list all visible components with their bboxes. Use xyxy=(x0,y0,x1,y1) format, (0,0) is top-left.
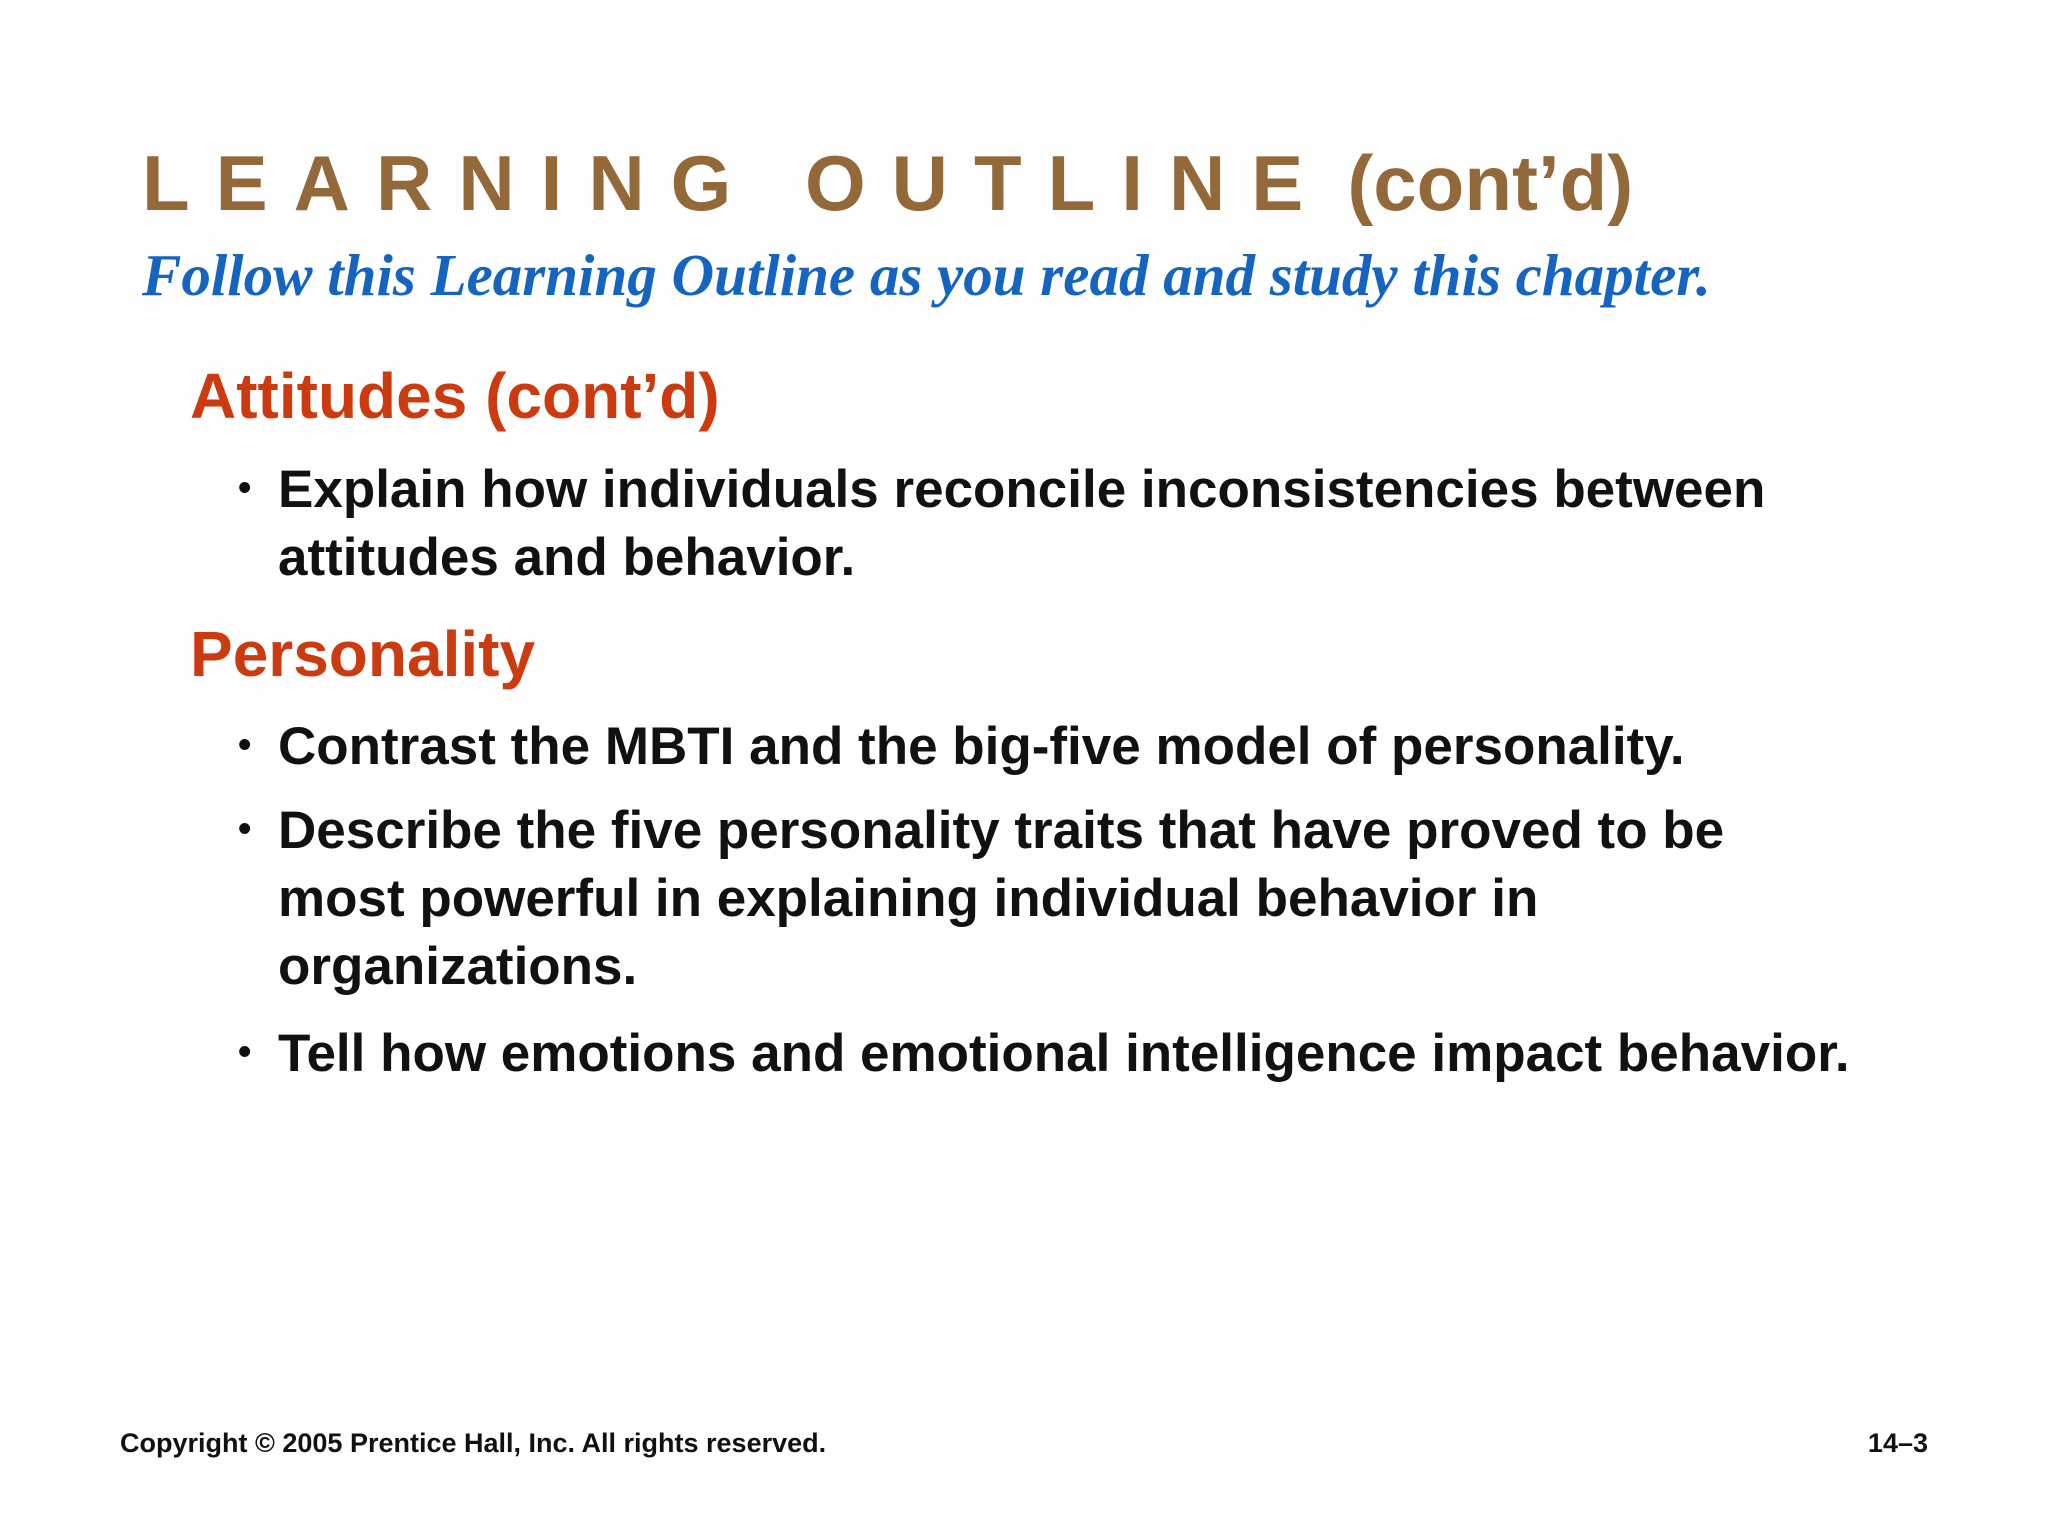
bullet-text: Tell how emotions and emotional intelligence impact behavior. xyxy=(278,1024,1850,1083)
section-heading-attitudes: Attitudes (cont’d) xyxy=(190,360,720,432)
bullet-icon: • xyxy=(238,1031,252,1073)
bullet-item xyxy=(238,1020,1858,1088)
page-number: 14–3 xyxy=(1867,1428,1928,1458)
bullet-icon: • xyxy=(238,724,252,766)
bullet-item xyxy=(238,456,1858,592)
bullet-text: Describe the five personality traits that have proved to be most powerful in explaining individual behavior in organizations. xyxy=(278,801,1725,996)
bullet-item xyxy=(238,797,1858,1001)
bullet-icon: • xyxy=(238,808,252,850)
bullet-text: Contrast the MBTI and the big-five model of personality. xyxy=(278,717,1685,776)
copyright-notice: Copyright © 2005 Prentice Hall, Inc. All rights reserved. xyxy=(120,1428,827,1458)
bullet-text: Explain how individuals reconcile inconsistencies between attitudes and behavior. xyxy=(278,460,1766,587)
slide-subtitle: Follow this Learning Outline as you read and study this chapter. xyxy=(142,242,1711,308)
section-heading-personality: Personality xyxy=(190,618,536,690)
slide-title-suffix: (cont’d) xyxy=(1347,139,1634,227)
bullet-item xyxy=(238,713,1858,781)
slide-title xyxy=(142,138,1633,228)
slide-title-main: LEARNING OUTLINE xyxy=(142,139,1330,227)
bullet-icon: • xyxy=(238,467,252,509)
